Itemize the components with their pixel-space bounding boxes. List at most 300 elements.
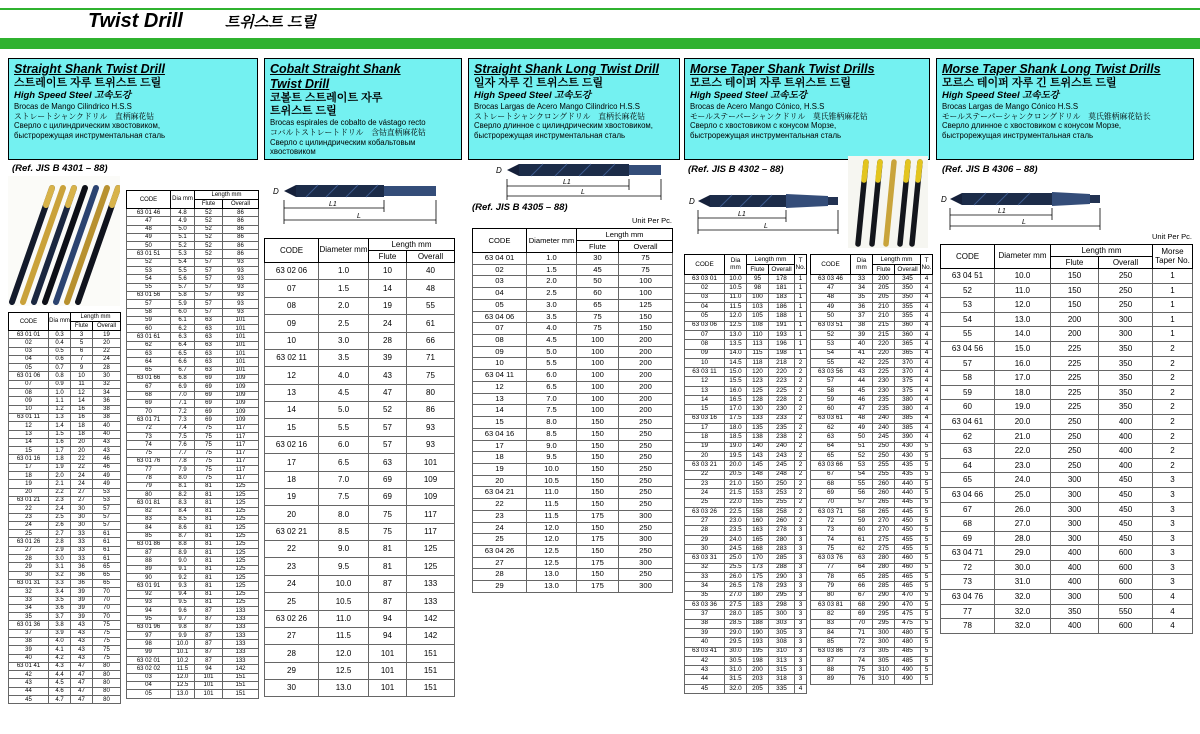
table-row	[811, 414, 933, 423]
table-row	[9, 397, 121, 405]
table-cell: 109	[223, 383, 259, 391]
table-cell: 99	[127, 648, 171, 656]
section-line-jp: ストレートシャンクドリル 直柄麻花钻	[14, 111, 155, 121]
table-row	[685, 638, 807, 647]
table-cell: 25	[473, 534, 527, 546]
table-cell: 22	[71, 463, 93, 471]
table-cell: 103	[747, 302, 769, 311]
table-cell: 5.5	[171, 267, 195, 275]
table-cell: 485	[895, 647, 921, 656]
table-cell: 5.1	[171, 233, 195, 241]
table-row	[265, 645, 455, 662]
table-cell: 65	[941, 473, 995, 488]
table-row	[811, 526, 933, 535]
table-cell: 24.5	[725, 545, 747, 554]
table-cell: 101	[223, 316, 259, 324]
table-cell: 86	[223, 225, 259, 233]
table-cell: 70	[93, 604, 121, 612]
table-cell: 6.1	[171, 316, 195, 324]
table-cell: 81	[195, 507, 223, 515]
table-row	[127, 482, 259, 490]
table-cell: 60	[577, 288, 619, 300]
table-cell: 32.0	[995, 619, 1051, 634]
table-row	[127, 209, 259, 217]
table-cell: 93	[223, 258, 259, 266]
table-cell: 20	[9, 488, 49, 496]
table-cell: 6.8	[171, 374, 195, 382]
table-cell: 30	[71, 521, 93, 529]
table-row	[9, 472, 121, 480]
table-cell: 4	[921, 377, 933, 386]
table-cell: 63 02 02	[127, 665, 171, 673]
table-row	[811, 573, 933, 582]
jis-ref-long: (Ref. JIS B 4305 – 88)	[472, 202, 568, 213]
table-cell: 1	[1153, 327, 1193, 342]
table-cell: 08	[265, 297, 319, 314]
table-cell: 52	[851, 451, 873, 460]
table-cell: 101	[223, 350, 259, 358]
table-cell: 25.0	[995, 487, 1051, 502]
table-cell: 13.0	[527, 569, 577, 581]
table-cell: 3	[795, 656, 807, 665]
table-cell: 48	[851, 414, 873, 423]
table-cell: 250	[619, 487, 673, 499]
table-cell: 8.3	[171, 499, 195, 507]
table-cell: 455	[895, 535, 921, 544]
table-cell: 485	[895, 656, 921, 665]
section-steel: High Speed Steel 고속도강	[942, 90, 1059, 102]
table-cell: 86	[223, 233, 259, 241]
table-cell: 2	[795, 433, 807, 442]
table-row	[473, 440, 673, 452]
table-cell: 63 01 71	[127, 416, 171, 424]
table-cell: 24.0	[995, 473, 1051, 488]
table-cell: 10.2	[171, 657, 195, 665]
table-cell: 2	[795, 386, 807, 395]
long-drill-table	[472, 228, 673, 593]
table-row	[811, 470, 933, 479]
table-cell: 260	[873, 479, 895, 488]
table-cell: 250	[1051, 414, 1099, 429]
table-cell: 3	[795, 582, 807, 591]
column-header-flute: Flute	[873, 265, 895, 275]
table-cell: 5	[921, 591, 933, 600]
table-cell: 65	[93, 579, 121, 587]
table-cell: 32	[685, 563, 725, 572]
table-cell: 4.0	[49, 637, 71, 645]
table-cell: 143	[747, 451, 769, 460]
table-cell: 100	[577, 405, 619, 417]
table-cell: 3	[795, 545, 807, 554]
table-cell: 22	[265, 541, 319, 558]
morse-taper-table-a	[684, 254, 807, 694]
table-cell: 10	[685, 358, 725, 367]
table-cell: 2	[1153, 341, 1193, 356]
table-cell: 68	[941, 517, 995, 532]
table-cell: 4	[795, 684, 807, 693]
table-cell: 250	[1099, 283, 1153, 298]
table-cell: 7.7	[171, 449, 195, 457]
table-cell: 75	[407, 367, 455, 384]
table-cell: 03	[473, 276, 527, 288]
table-cell: 63 01 91	[127, 582, 171, 590]
table-cell: 200	[619, 358, 673, 370]
table-cell: 29	[9, 563, 49, 571]
table-cell: 7.0	[171, 391, 195, 399]
table-cell: 8.0	[527, 417, 577, 429]
table-cell: 10.0	[171, 640, 195, 648]
table-cell: 125	[223, 499, 259, 507]
table-row	[127, 507, 259, 515]
table-cell: 113	[747, 340, 769, 349]
table-cell: 35	[9, 613, 49, 621]
table-cell: 92	[127, 590, 171, 598]
table-cell: 1	[795, 321, 807, 330]
table-cell: 300	[619, 510, 673, 522]
table-cell: 13	[9, 430, 49, 438]
table-cell: 120	[747, 368, 769, 377]
table-cell: 58	[851, 507, 873, 516]
table-cell: 2	[1153, 429, 1193, 444]
table-cell: 193	[747, 638, 769, 647]
table-cell: 23	[685, 479, 725, 488]
table-cell: 9.0	[171, 557, 195, 565]
table-cell: 26.0	[995, 502, 1051, 517]
section-line-ru: хвостовиком	[270, 147, 316, 157]
table-cell: 142	[407, 627, 455, 644]
table-cell: 63	[127, 350, 171, 358]
table-cell: 475	[895, 619, 921, 628]
table-cell: 53	[93, 488, 121, 496]
table-cell: 65	[93, 563, 121, 571]
table-cell: 50	[811, 312, 851, 321]
table-cell: 100	[577, 346, 619, 358]
table-cell: 125	[223, 540, 259, 548]
table-row	[811, 330, 933, 339]
svg-text:L1: L1	[329, 201, 337, 208]
table-cell: 02	[473, 264, 527, 276]
table-cell: 42	[9, 671, 49, 679]
table-cell: 7.5	[171, 433, 195, 441]
table-cell: 95	[747, 275, 769, 284]
table-cell: 78	[127, 474, 171, 482]
table-cell: 37	[685, 610, 725, 619]
table-cell: 380	[895, 405, 921, 414]
table-cell: 6.2	[171, 325, 195, 333]
table-cell: 105	[747, 312, 769, 321]
table-row	[473, 323, 673, 335]
table-cell: 86	[223, 250, 259, 258]
table-cell: 400	[1099, 458, 1153, 473]
table-row	[811, 405, 933, 414]
table-row	[127, 275, 259, 283]
table-cell: 43	[93, 438, 121, 446]
table-row	[127, 242, 259, 250]
table-cell: 63 01 76	[127, 457, 171, 465]
table-row	[685, 610, 807, 619]
table-row	[473, 358, 673, 370]
table-cell: 29.0	[725, 628, 747, 637]
table-cell: 63 01 06	[9, 372, 49, 380]
table-cell: 2	[795, 414, 807, 423]
table-cell: 600	[1099, 575, 1153, 590]
table-cell: 600	[1099, 560, 1153, 575]
table-cell: 63 01 56	[127, 291, 171, 299]
table-cell: 42	[851, 358, 873, 367]
table-cell: 40	[93, 430, 121, 438]
table-cell: 117	[223, 441, 259, 449]
table-cell: 36	[93, 397, 121, 405]
table-row	[811, 489, 933, 498]
table-cell: 4.5	[527, 335, 577, 347]
table-cell: 6.7	[171, 366, 195, 374]
table-row	[941, 560, 1193, 575]
table-cell: 63	[195, 350, 223, 358]
table-cell: 7.0	[527, 393, 577, 405]
table-cell: 10.1	[171, 648, 195, 656]
table-cell: 180	[747, 591, 769, 600]
table-cell: 2	[795, 489, 807, 498]
table-cell: 19	[265, 488, 319, 505]
table-cell: 75	[93, 621, 121, 629]
table-cell: 65	[127, 366, 171, 374]
table-cell: 62	[127, 341, 171, 349]
table-row	[685, 349, 807, 358]
table-cell: 41	[851, 349, 873, 358]
table-cell: 460	[895, 554, 921, 563]
table-row	[685, 563, 807, 572]
table-cell: 56	[851, 489, 873, 498]
table-cell: 57	[93, 521, 121, 529]
table-cell: 13.0	[995, 312, 1051, 327]
table-cell: 0.4	[49, 339, 71, 347]
table-cell: 4	[921, 312, 933, 321]
table-cell: 69	[195, 416, 223, 424]
table-row	[685, 330, 807, 339]
table-row	[941, 604, 1193, 619]
table-row	[9, 538, 121, 546]
table-row	[9, 696, 121, 704]
table-row	[127, 316, 259, 324]
table-cell: 243	[769, 451, 795, 460]
table-cell: 355	[895, 312, 921, 321]
table-cell: 22.5	[725, 507, 747, 516]
table-cell: 22.0	[725, 498, 747, 507]
table-cell: 04	[473, 288, 527, 300]
table-row	[127, 217, 259, 225]
section-line-ru: Сверло длинное с цилиндрическим хвостовиком,	[474, 121, 653, 131]
table-cell: 10	[369, 263, 407, 280]
table-cell: 125	[223, 557, 259, 565]
table-cell: 2	[1153, 356, 1193, 371]
table-cell: 80	[93, 696, 121, 704]
table-row	[473, 346, 673, 358]
table-cell: 5.0	[319, 402, 369, 419]
table-row	[265, 680, 455, 697]
table-cell: 3.5	[527, 311, 577, 323]
section-steel: High Speed Steel 고속도강	[14, 90, 131, 102]
table-cell: 1.6	[49, 438, 71, 446]
table-row	[685, 619, 807, 628]
table-cell: 7.5	[319, 488, 369, 505]
table-cell: 25	[9, 530, 49, 538]
table-cell: 4.4	[49, 671, 71, 679]
table-cell: 57	[851, 498, 873, 507]
table-row	[127, 457, 259, 465]
table-cell: 55	[811, 358, 851, 367]
table-cell: 5	[921, 526, 933, 535]
table-cell: 4.0	[319, 367, 369, 384]
table-cell: 14	[265, 402, 319, 419]
table-cell: 12.5	[725, 321, 747, 330]
table-row	[265, 471, 455, 488]
table-cell: 43	[851, 368, 873, 377]
table-cell: 75	[127, 449, 171, 457]
table-cell: 69	[811, 489, 851, 498]
table-row	[265, 419, 455, 436]
svg-text:L: L	[357, 213, 361, 220]
jis-ref-straight: (Ref. JIS B 4301 – 88)	[12, 163, 108, 174]
table-cell: 69	[195, 408, 223, 416]
table-cell: 288	[769, 563, 795, 572]
table-cell: 228	[769, 396, 795, 405]
table-row	[811, 479, 933, 488]
table-cell: 7	[71, 355, 93, 363]
table-cell: 27	[265, 627, 319, 644]
table-cell: 54	[127, 275, 171, 283]
table-cell: 178	[747, 582, 769, 591]
table-cell: 14.5	[725, 358, 747, 367]
table-row	[265, 523, 455, 540]
table-row	[473, 276, 673, 288]
section-header-long-drill	[468, 58, 680, 160]
table-cell: 5	[921, 498, 933, 507]
table-cell: 8.7	[171, 532, 195, 540]
table-row	[265, 297, 455, 314]
table-row	[941, 619, 1193, 634]
table-cell: 151	[223, 690, 259, 698]
table-cell: 430	[895, 451, 921, 460]
table-row	[9, 555, 121, 563]
table-cell: 14.0	[995, 327, 1051, 342]
table-cell: 49	[811, 302, 851, 311]
table-cell: 465	[895, 582, 921, 591]
table-cell: 4.6	[49, 687, 71, 695]
table-cell: 37	[851, 312, 873, 321]
table-cell: 125	[223, 482, 259, 490]
table-row	[9, 679, 121, 687]
table-cell: 9.0	[527, 440, 577, 452]
section-line-ru: Сверло длинное с хвостовиком с конусом Морзе,	[942, 121, 1122, 131]
table-cell: 12.0	[725, 312, 747, 321]
table-cell: 20.0	[995, 414, 1051, 429]
table-cell: 19	[685, 442, 725, 451]
table-cell: 22	[473, 499, 527, 511]
table-cell: 233	[769, 414, 795, 423]
table-cell: 63 01 86	[127, 540, 171, 548]
table-cell: 45	[851, 386, 873, 395]
table-cell: 295	[769, 591, 795, 600]
table-cell: 63	[195, 316, 223, 324]
table-cell: 18	[9, 472, 49, 480]
table-cell: 36	[851, 302, 873, 311]
table-cell: 63 03 51	[811, 321, 851, 330]
table-row	[685, 498, 807, 507]
table-cell: 38	[851, 321, 873, 330]
table-cell: 8.2	[171, 491, 195, 499]
table-cell: 218	[769, 358, 795, 367]
table-cell: 63	[851, 554, 873, 563]
table-cell: 28	[265, 645, 319, 662]
table-cell: 40	[685, 638, 725, 647]
table-cell: 80	[93, 671, 121, 679]
table-cell: 455	[895, 545, 921, 554]
svg-text:L1: L1	[563, 179, 571, 186]
table-cell: 280	[873, 554, 895, 563]
table-cell: 150	[1051, 283, 1099, 298]
table-cell: 1.4	[49, 422, 71, 430]
table-cell: 3	[795, 526, 807, 535]
table-cell: 220	[769, 368, 795, 377]
table-cell: 27.5	[725, 600, 747, 609]
section-line-ru: быстрорежущая инструментальная сталь	[942, 131, 1094, 140]
table-cell: 12.5	[171, 681, 195, 689]
table-cell: 11.5	[527, 499, 577, 511]
table-cell: 64	[811, 442, 851, 451]
table-cell: 2	[795, 358, 807, 367]
table-cell: 133	[223, 623, 259, 631]
table-row	[265, 610, 455, 627]
table-cell: 63 01 61	[127, 333, 171, 341]
table-cell: 4.7	[49, 696, 71, 704]
table-cell: 109	[223, 408, 259, 416]
table-cell: 101	[223, 366, 259, 374]
table-cell: 52	[195, 217, 223, 225]
table-cell: 158	[747, 507, 769, 516]
table-cell: 12.0	[527, 522, 577, 534]
section-title-ko: 모르스 테이퍼 자루 트위스트 드릴	[690, 76, 851, 89]
table-cell: 9.2	[171, 574, 195, 582]
table-cell: 4	[921, 424, 933, 433]
table-cell: 225	[1051, 341, 1099, 356]
table-cell: 36	[71, 563, 93, 571]
table-cell: 60	[941, 400, 995, 415]
table-row	[473, 499, 673, 511]
table-cell: 230	[873, 386, 895, 395]
section-title: Morse Taper Shank Long Twist Drills	[942, 62, 1161, 76]
table-cell: 200	[619, 393, 673, 405]
table-cell: 175	[577, 510, 619, 522]
table-cell: 24.0	[725, 535, 747, 544]
table-cell: 53	[811, 340, 851, 349]
table-cell: 3	[795, 647, 807, 656]
table-row	[265, 558, 455, 575]
table-cell: 20	[265, 506, 319, 523]
table-cell: 20	[685, 451, 725, 460]
table-cell: 238	[769, 433, 795, 442]
table-cell: 220	[873, 340, 895, 349]
table-row	[265, 263, 455, 280]
table-row	[685, 591, 807, 600]
table-cell: 85	[811, 638, 851, 647]
table-cell: 81	[195, 582, 223, 590]
table-cell: 81	[195, 565, 223, 573]
table-cell: 63 01 26	[9, 538, 49, 546]
table-cell: 75	[577, 311, 619, 323]
table-cell: 75	[195, 466, 223, 474]
table-cell: 1	[795, 330, 807, 339]
table-cell: 117	[407, 523, 455, 540]
